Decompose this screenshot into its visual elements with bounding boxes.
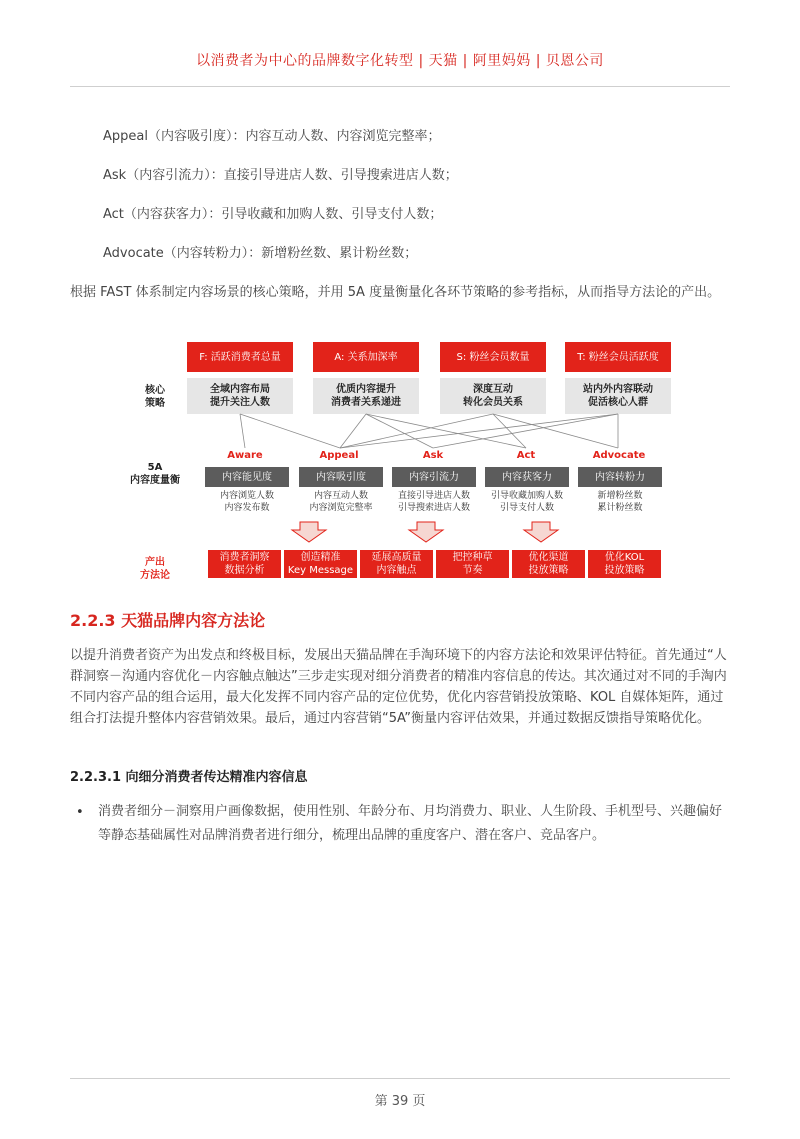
strategy-box: 全域内容布局 提升关注人数 bbox=[187, 378, 293, 414]
stage-label: Act bbox=[516, 450, 536, 461]
measure-metrics: 直接引导进店人数 引导搜索进店人数 bbox=[397, 491, 470, 513]
bullet-text: 消费者细分－洞察用户画像数据，使用性别、年龄分布、月均消费力、职业、人生阶段、手机型号、兴趣偏好等静态基础属性对品牌消费者进行细分，梳理出品牌的重度客户、潜在客户、竞品客户。 bbox=[98, 804, 723, 843]
measure-box: 内容能见度 bbox=[205, 467, 289, 487]
header-title: 以消费者为中心的品牌数字化转型 | 天猫 | 阿里妈妈 | 贝恩公司 bbox=[196, 53, 604, 69]
measure-metrics: 内容互动人数 内容浏览完整率 bbox=[309, 491, 373, 513]
metric-ask: Ask（内容引流力）：直接引导进店人数、引导搜索进店人数； bbox=[103, 168, 458, 183]
stage-label: Appeal bbox=[319, 450, 359, 461]
fast-box-t: T: 粉丝会员活跃度 bbox=[565, 342, 671, 372]
row-label-output: 产出 方法论 bbox=[140, 557, 170, 581]
method-box: 把控种草 节奏 bbox=[436, 550, 509, 578]
method-box: 消费者洞察 数据分析 bbox=[208, 550, 281, 578]
row-label-5a: 5A 内容度量衡 bbox=[130, 462, 180, 486]
method-box: 优化渠道 投放策略 bbox=[512, 550, 585, 578]
strategy-box: 深度互动 转化会员关系 bbox=[440, 378, 546, 414]
subsection-heading: 2.2.3.1 向细分消费者传达精准内容信息 bbox=[70, 770, 308, 785]
bullet-marker: • bbox=[76, 805, 84, 820]
measure-box: 内容吸引度 bbox=[299, 467, 383, 487]
section-heading: 2.2.3 天猫品牌内容方法论 bbox=[70, 611, 266, 630]
intro-paragraph: 根据 FAST 体系制定内容场景的核心策略，并用 5A 度量衡量化各环节策略的参考指标，从而指导方法论的产出。 bbox=[70, 285, 721, 300]
stage-label: Advocate bbox=[592, 450, 646, 461]
measure-metrics: 引导收藏加购人数 引导支付人数 bbox=[490, 491, 563, 513]
metric-appeal: Appeal（内容吸引度）：内容互动人数、内容浏览完整率； bbox=[103, 129, 441, 144]
stage-label: Ask bbox=[422, 450, 444, 461]
footer-divider bbox=[70, 1078, 730, 1079]
method-box: 延展高质量 内容触点 bbox=[360, 550, 433, 578]
strategy-box: 优质内容提升 消费者关系递进 bbox=[313, 378, 419, 414]
metric-act: Act（内容获客力）：引导收藏和加购人数、引导支付人数； bbox=[103, 207, 443, 222]
measure-box: 内容转粉力 bbox=[578, 467, 662, 487]
row-label-core: 核心 策略 bbox=[145, 385, 165, 409]
page-number: 第 39 页 bbox=[374, 1094, 426, 1109]
section-body: 以提升消费者资产为出发点和终极目标，发展出天猫品牌在手淘环境下的内容方法论和效果评估特征。首先通过“人群洞察－沟通内容优化－内容触点触达”三步走实现对细分消费者的精准内容信息的传达。其次通过对不同的手淘内不同内容产品的组合运用，最大化发挥不同内容产品的定位优势，优化内容营销投放策略、KOL 自媒体矩阵，通过组合打法提升整体内容营销效果。最后，通过内容营销“5A”衡量内容评估效果，并通过数据反馈指导策略优化。 bbox=[70, 648, 727, 726]
method-box: 优化KOL 投放策略 bbox=[588, 550, 661, 578]
strategy-box: 站内外内容联动 促活核心人群 bbox=[565, 378, 671, 414]
fast-box-f: F: 活跃消费者总量 bbox=[187, 342, 293, 372]
stage-label: Aware bbox=[227, 450, 263, 461]
metric-advocate: Advocate（内容转粉力）：新增粉丝数、累计粉丝数； bbox=[103, 246, 418, 261]
fast-box-a: A: 关系加深率 bbox=[313, 342, 419, 372]
header-divider bbox=[70, 86, 730, 87]
method-box: 创造精准 Key Message bbox=[284, 550, 357, 578]
measure-metrics: 内容浏览人数 内容发布数 bbox=[219, 491, 274, 513]
measure-box: 内容获客力 bbox=[485, 467, 569, 487]
measure-metrics: 新增粉丝数 累计粉丝数 bbox=[597, 491, 643, 513]
measure-box: 内容引流力 bbox=[392, 467, 476, 487]
fast-box-s: S: 粉丝会员数量 bbox=[440, 342, 546, 372]
